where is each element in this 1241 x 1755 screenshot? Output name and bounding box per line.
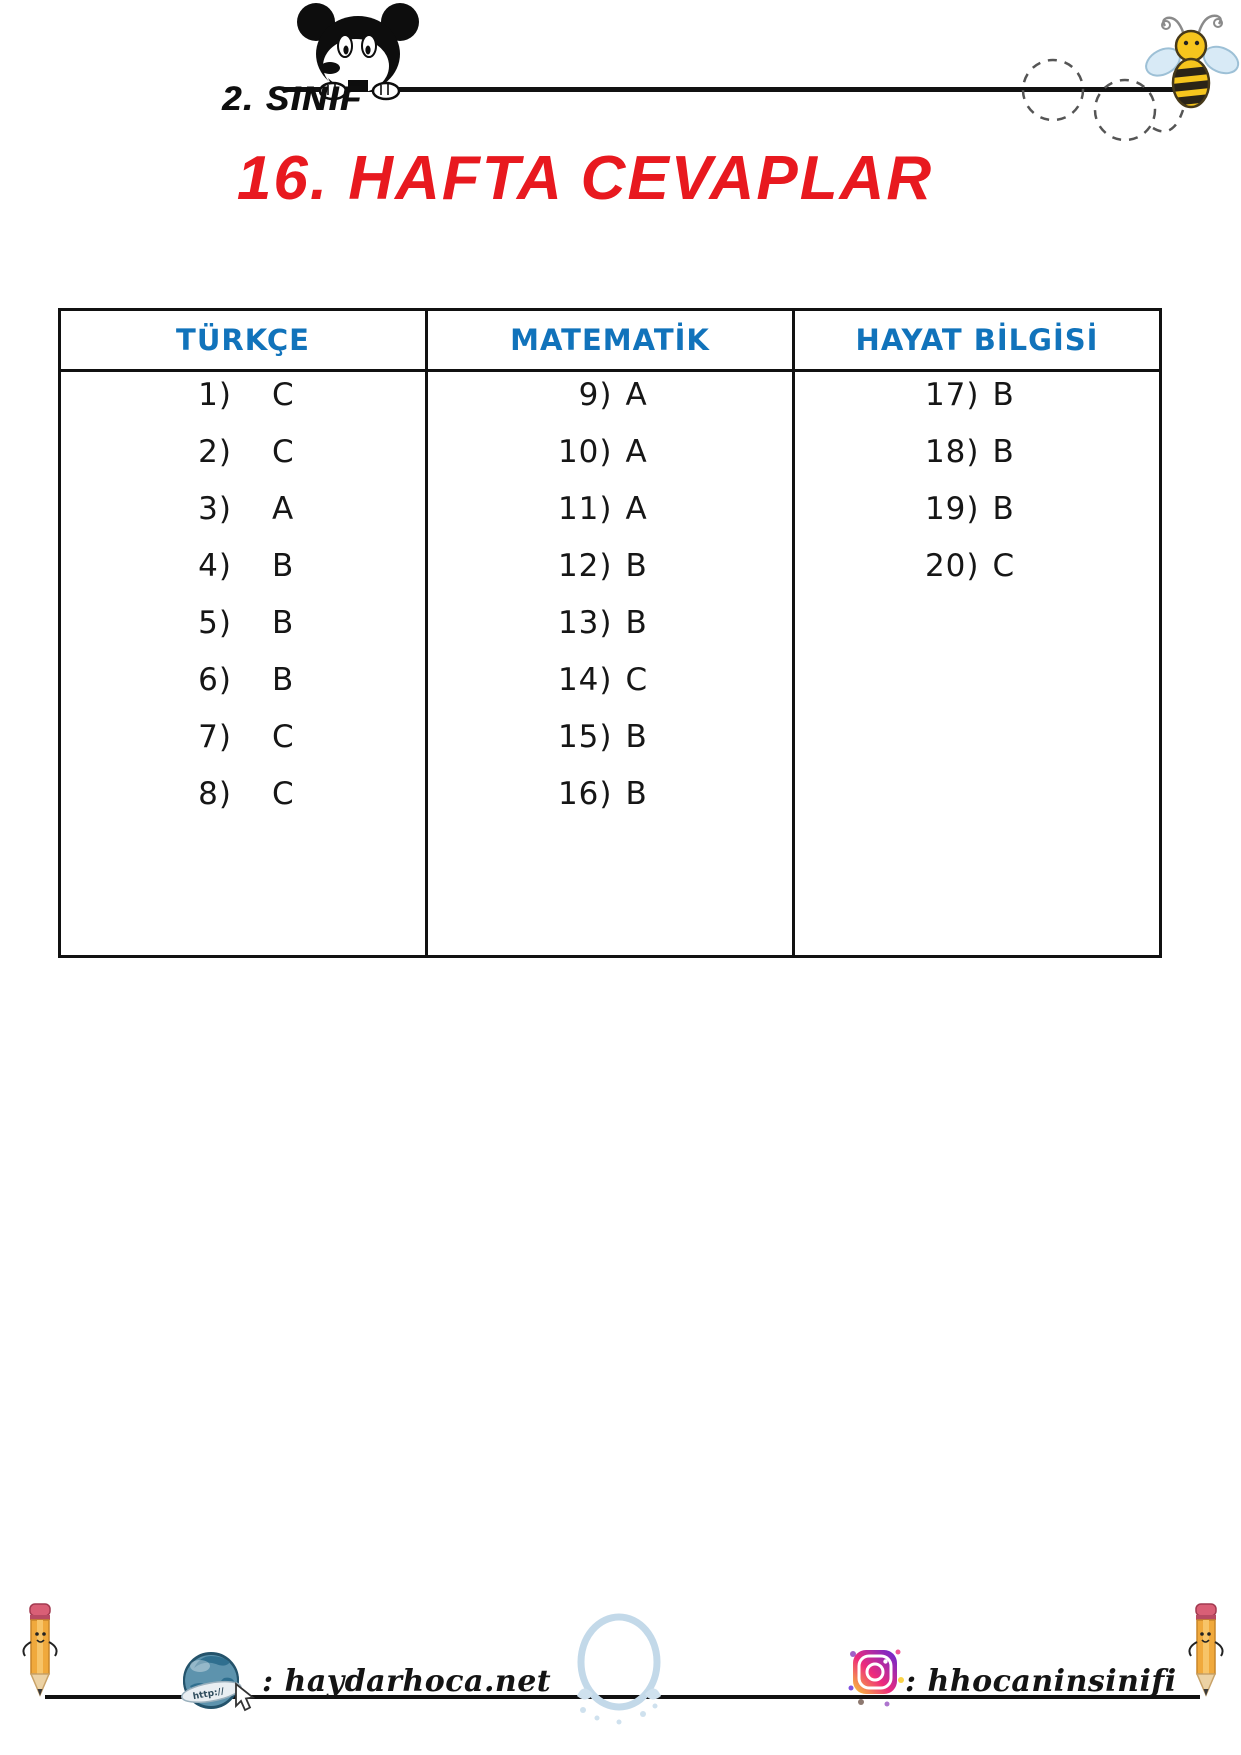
- answer-item: [795, 366, 1159, 423]
- answer-item: [795, 537, 1159, 594]
- answer-number: 20): [924, 547, 980, 584]
- pencil-character-icon: [1184, 1602, 1228, 1700]
- answer-letter: B: [625, 718, 647, 755]
- answer-number: 4): [198, 547, 232, 584]
- answer-item: [428, 594, 792, 651]
- answer-item: [428, 423, 792, 480]
- answer-letter: B: [625, 604, 647, 641]
- answer-item: [428, 765, 792, 822]
- answer-letter: C: [272, 718, 294, 755]
- answer-key-table: [58, 308, 1162, 958]
- answer-number: 11): [557, 490, 613, 527]
- answer-item: [61, 651, 425, 708]
- answer-item: [428, 708, 792, 765]
- answer-letter: A: [272, 490, 294, 527]
- answer-letter: B: [625, 775, 647, 812]
- answer-number: 8): [198, 775, 232, 812]
- answer-item: [61, 366, 425, 423]
- page-title: 16. HAFTA CEVAPLAR: [236, 144, 934, 213]
- answer-letter: C: [272, 376, 294, 413]
- column-header-turkce: [61, 311, 425, 372]
- answer-item: [61, 765, 425, 822]
- answer-letter: C: [272, 433, 294, 470]
- answer-number: 19): [924, 490, 980, 527]
- answer-number: 5): [198, 604, 232, 641]
- answer-item: [428, 537, 792, 594]
- answer-letter: A: [625, 376, 647, 413]
- column-header-label: TÜRKÇE: [176, 323, 310, 357]
- answer-number: 10): [557, 433, 613, 470]
- answer-number: 18): [924, 433, 980, 470]
- column-header-label: MATEMATİK: [510, 323, 710, 357]
- answer-number: 6): [198, 661, 232, 698]
- svg-text:http://: http://: [192, 1686, 226, 1703]
- answer-number: 9): [578, 376, 613, 413]
- answer-item: [61, 594, 425, 651]
- answer-item: [61, 708, 425, 765]
- answer-item: [428, 366, 792, 423]
- table-column-turkce: [61, 311, 428, 955]
- answer-letter: C: [272, 775, 294, 812]
- website-label: : haydarhoca.net: [262, 1664, 552, 1699]
- answer-number: 15): [557, 718, 613, 755]
- answer-number: 16): [557, 775, 613, 812]
- answer-item: [61, 537, 425, 594]
- instagram-icon: [843, 1640, 907, 1710]
- answer-number: 13): [557, 604, 613, 641]
- table-column-matematik: [428, 311, 795, 955]
- answer-item: [795, 480, 1159, 537]
- answer-letter: B: [272, 604, 294, 641]
- answer-item: [61, 423, 425, 480]
- column-header-label: HAYAT BİLGİSİ: [855, 323, 1099, 357]
- answer-item: [428, 480, 792, 537]
- answer-letter: B: [992, 376, 1014, 413]
- answer-letter: A: [625, 433, 647, 470]
- answer-number: 14): [557, 661, 613, 698]
- answer-letter: B: [272, 661, 294, 698]
- column-header-hayat-bilgisi: [795, 311, 1159, 372]
- answer-letter: A: [625, 490, 647, 527]
- instagram-handle-label: : hhocaninsinifi: [905, 1664, 1177, 1699]
- answer-letter: B: [625, 547, 647, 584]
- class-level-label: 2. SINIF: [222, 80, 363, 118]
- table-column-hayat-bilgisi: [795, 311, 1159, 955]
- column-header-matematik: [428, 311, 792, 372]
- column-answers-matematik: [428, 366, 792, 822]
- column-answers-hayat-bilgisi: [795, 366, 1159, 594]
- answer-number: 3): [198, 490, 232, 527]
- answer-item: [795, 423, 1159, 480]
- web-globe-icon: [180, 1650, 264, 1720]
- answer-number: 12): [557, 547, 613, 584]
- answer-letter: B: [992, 490, 1014, 527]
- answer-number: 1): [198, 376, 232, 413]
- water-splash-ring-icon: [553, 1610, 685, 1728]
- answer-number: 2): [198, 433, 232, 470]
- answer-number: 17): [924, 376, 980, 413]
- column-answers-turkce: [61, 366, 425, 822]
- answer-letter: B: [272, 547, 294, 584]
- answer-number: 7): [198, 718, 232, 755]
- answer-letter: C: [625, 661, 648, 698]
- answer-letter: B: [992, 433, 1014, 470]
- answer-item: [61, 480, 425, 537]
- answer-letter: C: [992, 547, 1015, 584]
- answer-item: [428, 651, 792, 708]
- pencil-character-icon: [18, 1602, 62, 1700]
- bee-icon: [1143, 10, 1241, 118]
